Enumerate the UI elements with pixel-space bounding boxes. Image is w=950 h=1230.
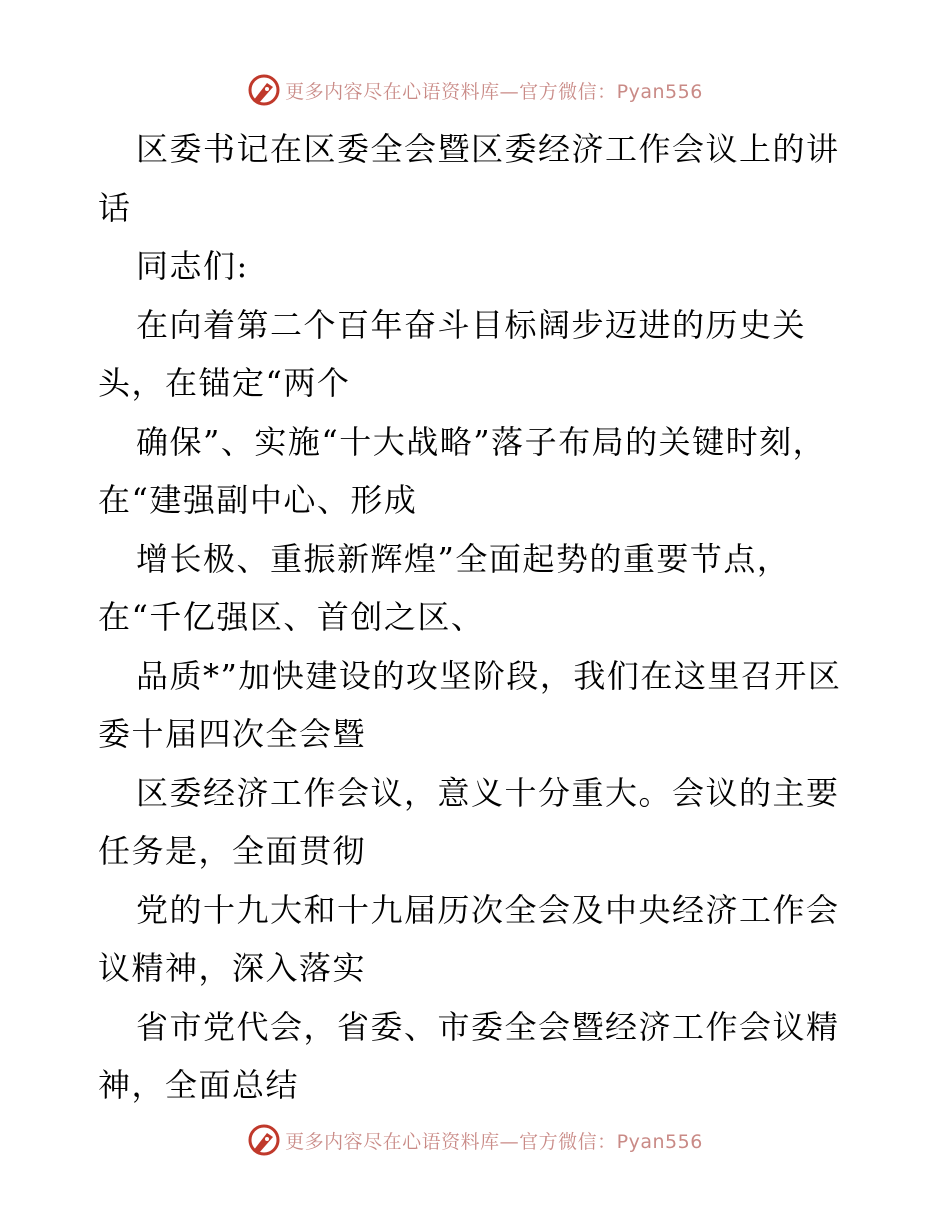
paragraph-1: 同志们: [136, 247, 249, 285]
paragraph-7: 党的十九大和十九届历次全会及中央经济工作会议精神，深入落实 [98, 890, 840, 987]
document-title: 区委书记在区委全会暨区委经济工作会议上的讲话 [98, 130, 840, 227]
paragraph-5: 品质*”加快建设的攻坚阶段，我们在这里召开区委十届四次全会暨 [98, 656, 842, 753]
pen-nib-logo-icon [247, 1123, 281, 1157]
document-body [98, 120, 858, 1115]
footer-banner [0, 1122, 950, 1158]
paragraph-3: 确保”、实施“十大战略”落子布局的关键时刻，在“建强副中心、形成 [98, 422, 827, 519]
pen-nib-logo-icon [247, 73, 281, 107]
paragraph-8: 省市党代会，省委、市委全会暨经济工作会议精神，全面总结 [98, 1007, 840, 1104]
wechat-id: Pyan556 [616, 1130, 703, 1153]
banner-text: 更多内容尽在心语资料库—官方微信：Pyan556 [285, 80, 703, 103]
wechat-id: Pyan556 [616, 80, 703, 103]
paragraph-2: 在向着第二个百年奋斗目标阔步迈进的历史关头，在锚定“两个 [98, 305, 807, 402]
header-banner [0, 72, 950, 108]
banner-text: 更多内容尽在心语资料库—官方微信：Pyan556 [285, 1130, 703, 1153]
paragraph-6: 区委经济工作会议，意义十分重大。会议的主要任务是，全面贯彻 [98, 773, 840, 870]
paragraph-4: 增长极、重振新辉煌”全面起势的重要节点，在“千亿强区、首创之区、 [98, 539, 791, 636]
